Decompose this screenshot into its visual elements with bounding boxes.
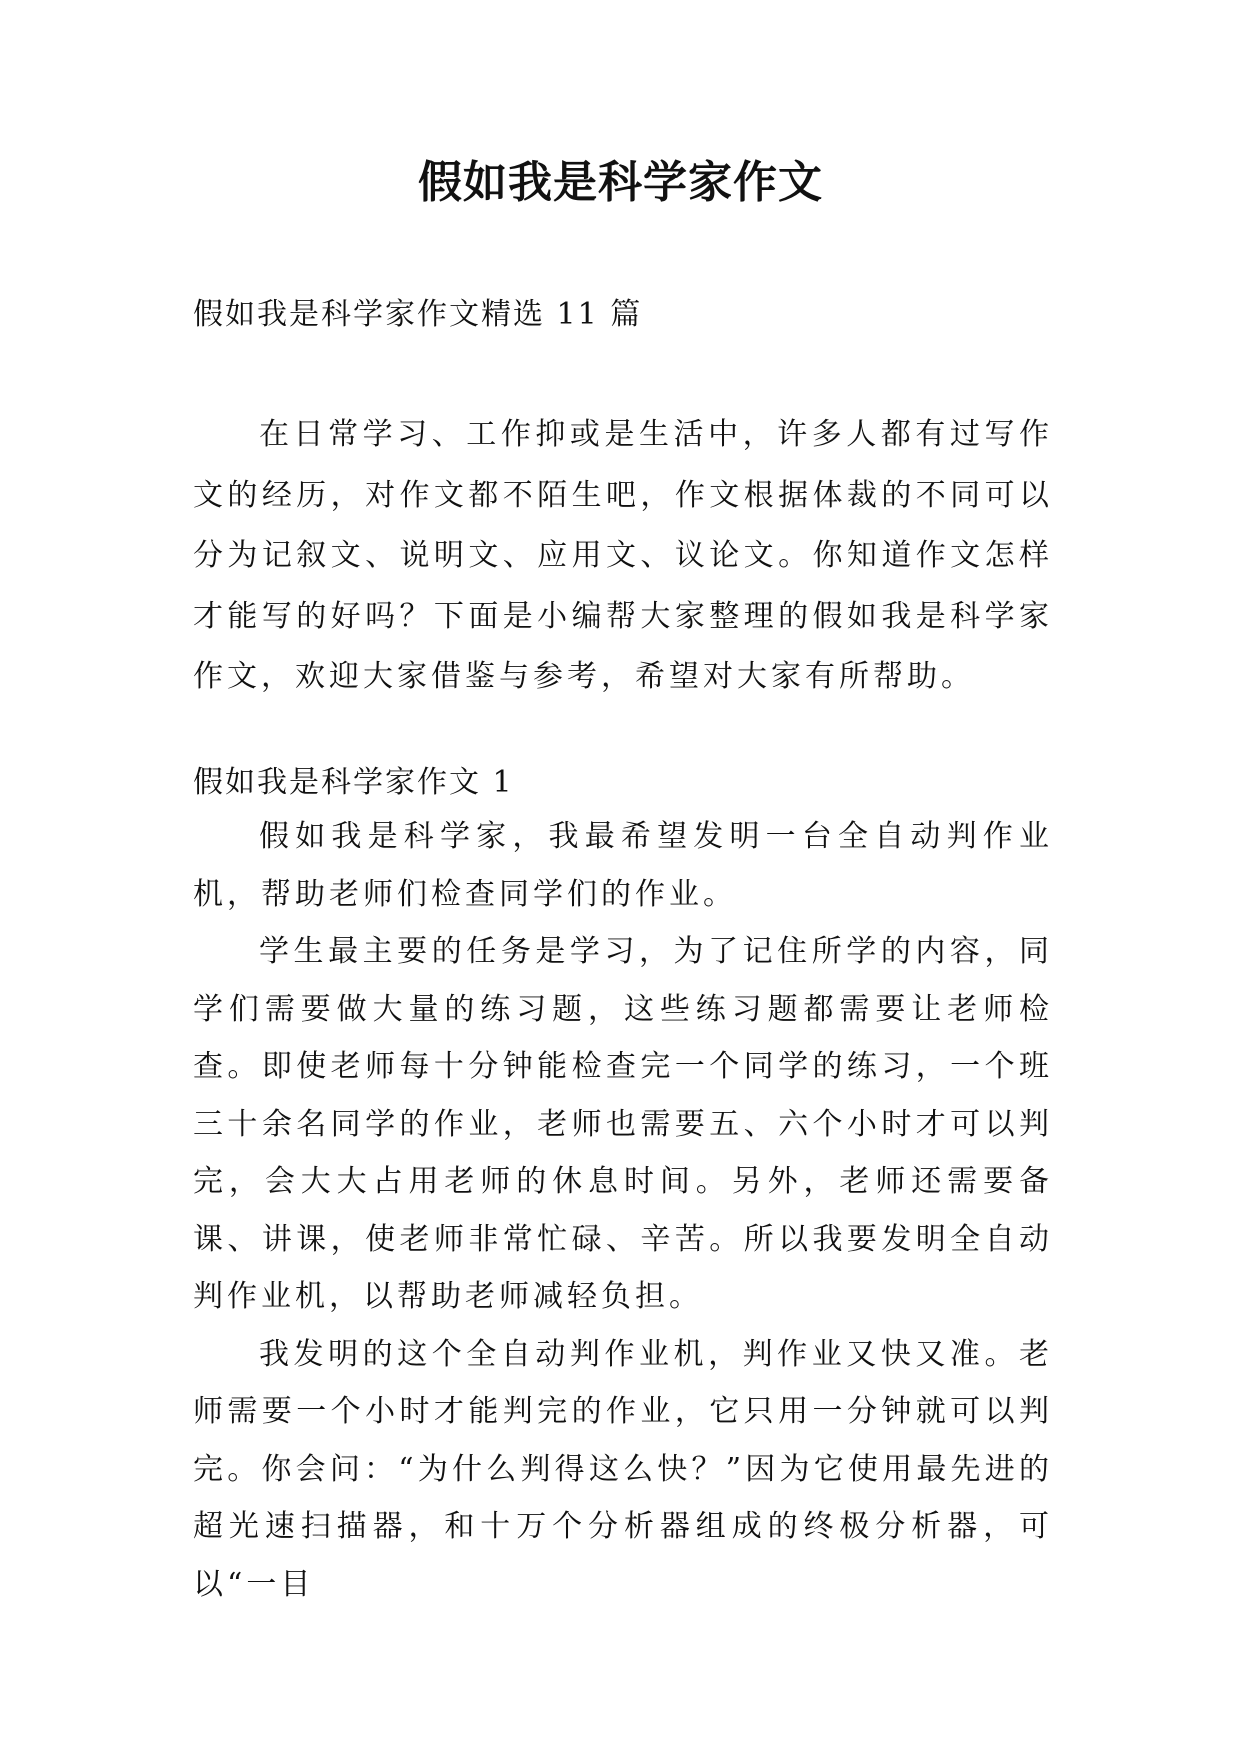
essay-paragraph-2: 学生最主要的任务是学习，为了记住所学的内容，同学们需要做大量的练习题，这些练习题都需要让老师检查。即使老师每十分钟能检查完一个同学的练习，一个班三十余名同学的作业，老师也需要五、六个小时才可以判完，会大大占用老师的休息时间。另外，老师还需要备课、讲课，使老师非常忙碌、辛苦。所以我要发明全自动判作业机，以帮助老师减轻负担。 [193,934,1053,1314]
document-subtitle: 假如我是科学家作文精选 11 篇 [193,297,643,332]
document-title: 假如我是科学家作文 [418,157,823,208]
intro-paragraph-block [193,405,1053,708]
essay-body [193,808,1053,1613]
section-heading: 假如我是科学家作文 1 [193,765,514,800]
intro-paragraph: 在日常学习、工作抑或是生活中，许多人都有过写作文的经历，对作文都不陌生吧，作文根据体裁的不同可以分为记叙文、说明文、应用文、议论文。你知道作文怎样才能写的好吗？下面是小编帮大家整理的假如我是科学家作文，欢迎大家借鉴与参考，希望对大家有所帮助。 [193,417,1053,694]
essay-paragraph-3: 我发明的这个全自动判作业机，判作业又快又准。老师需要一个小时才能判完的作业，它只用一分钟就可以判完。你会问：“为什么判得这么快？”因为它使用最先进的超光速扫描器，和十万个分析器组成的终极分析器，可以“一目 [193,1336,1053,1602]
essay-paragraph-1: 假如我是科学家，我最希望发明一台全自动判作业机，帮助老师们检查同学们的作业。 [193,819,1053,912]
